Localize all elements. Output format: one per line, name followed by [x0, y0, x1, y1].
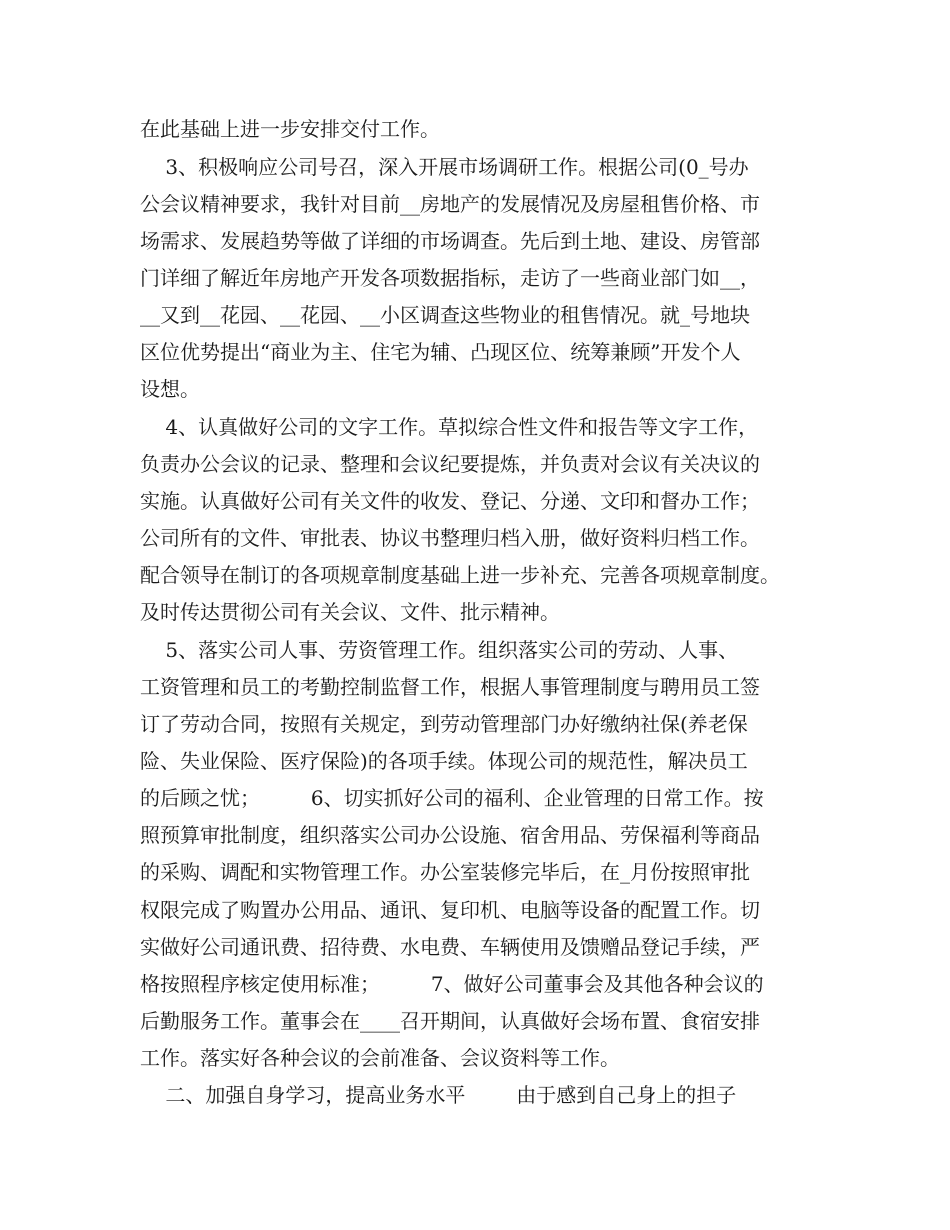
text-line: 格按照程序核定使用标准； 7、做好公司董事会及其他各种会议的 [140, 972, 764, 996]
text-line: 工作。落实好各种会议的会前准备、会议资料等工作。 [140, 1046, 620, 1070]
text-line: __又到__花园、__花园、__小区调查这些物业的租售情况。就_号地块 [140, 303, 750, 327]
text-line: 区位优势提出“商业为主、住宅为辅、凸现区位、统筹兼顾”开发个人 [140, 340, 741, 364]
text-line: 公司所有的文件、审批表、协议书整理归档入册，做好资料归档工作。 [140, 526, 760, 550]
text-line: 5、落实公司人事、劳资管理工作。组织落实公司的劳动、人事、 [140, 638, 739, 662]
text-line: 实做好公司通讯费、招待费、水电费、车辆使用及馈赠品登记手续，严 [140, 935, 760, 959]
text-line: 公会议精神要求，我针对目前__房地产的发展情况及房屋租售价格、市 [140, 192, 760, 216]
text-line: 的采购、调配和实物管理工作。办公室装修完毕后，在_月份按照审批 [140, 860, 750, 884]
text-line: 照预算审批制度，组织落实公司办公设施、宿舍用品、劳保福利等商品 [140, 823, 760, 847]
text-line: 险、失业保险、医疗保险)的各项手续。体现公司的规范性，解决员工 [140, 749, 748, 773]
text-line: 4、认真做好公司的文字工作。草拟综合性文件和报告等文字工作， [140, 415, 759, 439]
text-line: 负责办公会议的记录、整理和会议纪要提炼，并负责对会议有关决议的 [140, 452, 760, 476]
text-line: 设想。 [140, 377, 200, 401]
text-line: 权限完成了购置办公用品、通讯、复印机、电脑等设备的配置工作。切 [140, 898, 760, 922]
text-line: 的后顾之忧； 6、切实抓好公司的福利、企业管理的日常工作。按 [140, 786, 764, 810]
text-line: 订了劳动合同，按照有关规定，到劳动管理部门办好缴纳社保(养老保 [140, 712, 748, 736]
text-line: 实施。认真做好公司有关文件的收发、登记、分递、文印和督办工作； [140, 489, 760, 513]
text-line: 二、加强自身学习，提高业务水平 由于感到自己身上的担子 [140, 1083, 737, 1107]
text-line: 场需求、发展趋势等做了详细的市场调查。先后到土地、建设、房管部 [140, 229, 760, 253]
text-line: 工资管理和员工的考勤控制监督工作，根据人事管理制度与聘用员工签 [140, 675, 760, 699]
text-line: 后勤服务工作。董事会在____召开期间，认真做好会场布置、食宿安排 [140, 1009, 760, 1033]
text-line: 在此基础上进一步安排交付工作。 [140, 117, 440, 141]
text-line: 配合领导在制订的各项规章制度基础上进一步补充、完善各项规章制度。 [140, 563, 780, 587]
text-line: 3、积极响应公司号召，深入开展市场调研工作。根据公司(0_号办 [140, 155, 749, 179]
text-line: 及时传达贯彻公司有关会议、文件、批示精神。 [140, 600, 560, 624]
text-line: 门详细了解近年房地产开发各项数据指标，走访了一些商业部门如__， [140, 266, 760, 290]
